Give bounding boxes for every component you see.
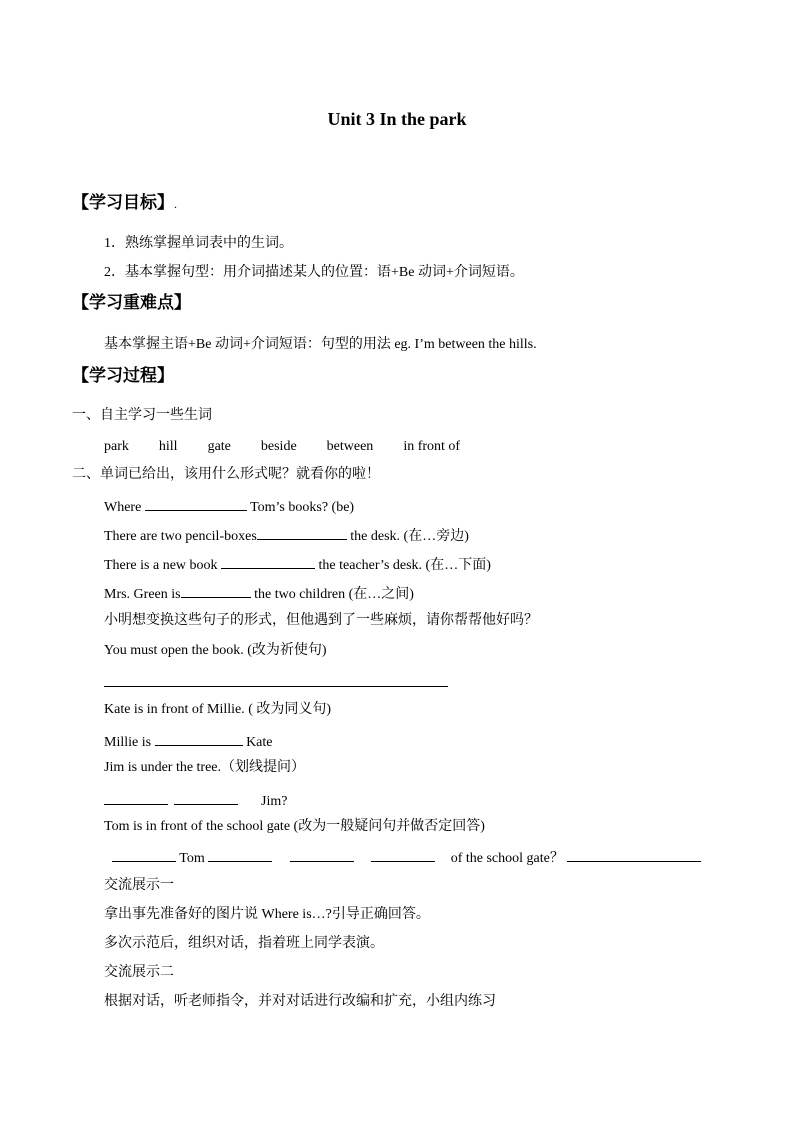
transform-intro: 小明想变换这些句子的形式，但他遇到了一些麻烦，请你帮帮他好吗？ bbox=[104, 613, 538, 628]
transform-3-answer-end: Jim? bbox=[261, 794, 288, 809]
question-3-start: There is a new book bbox=[104, 558, 218, 573]
word-item: in front of bbox=[403, 439, 461, 454]
answer-blank[interactable] bbox=[290, 847, 354, 862]
page-title: Unit 3 In the park bbox=[327, 109, 467, 129]
transform-2-answer-end: Kate bbox=[246, 735, 273, 750]
question-1-start: Where bbox=[104, 500, 142, 515]
transform-1: You must open the book. (改为祈使句) bbox=[104, 643, 327, 658]
word-item: gate bbox=[207, 439, 231, 454]
answer-blank[interactable] bbox=[181, 583, 251, 598]
transform-3: Jim is under the tree.（划线提问） bbox=[104, 760, 306, 775]
section1-heading: 一、自主学习一些生词 bbox=[72, 408, 212, 423]
process-heading: 【学习过程】 bbox=[72, 366, 174, 385]
transform-4-gate: of the school gate？ bbox=[450, 851, 564, 866]
answer-blank[interactable] bbox=[371, 847, 435, 862]
answer-blank[interactable] bbox=[221, 554, 315, 569]
question-2 bbox=[104, 525, 469, 546]
transform-4-tom: Tom bbox=[179, 851, 205, 866]
transform-2-answer-start: Millie is bbox=[104, 735, 152, 750]
answer-blank[interactable] bbox=[104, 790, 168, 805]
exchange-1-line-1: 拿出事先准备好的图片说 Where is…?引导正确回答。 bbox=[104, 907, 430, 922]
answer-blank[interactable] bbox=[145, 496, 247, 511]
objective-item-2: 2．基本掌握句型：用介词描述某人的位置：语+Be 动词+介词短语。 bbox=[104, 265, 524, 280]
key-points-text: 基本掌握主语+Be 动词+介词短语：句型的用法 eg. I’m between the hills. bbox=[104, 337, 537, 352]
question-2-end: the desk. (在…旁边) bbox=[346, 529, 469, 544]
exchange-1-heading: 交流展示一 bbox=[104, 878, 174, 893]
question-4 bbox=[104, 583, 414, 604]
objectives-heading-text: 【学习目标】 bbox=[72, 193, 174, 212]
transform-2-answer bbox=[104, 731, 273, 752]
word-item: park bbox=[104, 439, 129, 454]
answer-blank[interactable] bbox=[257, 525, 347, 540]
question-2-start: There are two pencil-boxes bbox=[104, 529, 257, 544]
answer-blank[interactable] bbox=[174, 790, 238, 805]
word-item: hill bbox=[158, 439, 178, 454]
question-3-end: the teacher’s desk. (在…下面) bbox=[318, 558, 491, 573]
transform-1-answer-line[interactable] bbox=[104, 672, 448, 693]
question-4-start: Mrs. Green is bbox=[104, 587, 181, 602]
objectives-heading bbox=[72, 192, 177, 215]
answer-blank[interactable] bbox=[104, 672, 448, 687]
objective-item-1: 1．熟练掌握单词表中的生词。 bbox=[104, 236, 293, 251]
exchange-1-line-2: 多次示范后，组织对话，指着班上同学表演。 bbox=[104, 936, 384, 951]
answer-blank[interactable] bbox=[208, 847, 272, 862]
answer-blank[interactable] bbox=[567, 847, 701, 862]
answer-blank[interactable] bbox=[155, 731, 243, 746]
vocabulary-word-list bbox=[104, 438, 460, 456]
transform-3-answer bbox=[104, 790, 287, 811]
exchange-2-line-1: 根据对话，听老师指令，并对对话进行改编和扩充，小组内练习 bbox=[104, 994, 496, 1009]
transform-2: Kate is in front of Millie. ( 改为同义句) bbox=[104, 702, 332, 717]
transform-4: Tom is in front of the school gate (改为一般疑问句并做否定回答) bbox=[104, 819, 485, 834]
answer-blank[interactable] bbox=[112, 847, 176, 862]
word-item: beside bbox=[260, 439, 297, 454]
objectives-heading-dot: . bbox=[174, 197, 177, 211]
section2-heading: 二、单词已给出，该用什么形式呢？就看你的啦！ bbox=[72, 467, 380, 482]
question-1-end: Tom’s books? (be) bbox=[250, 500, 355, 515]
question-1 bbox=[104, 496, 354, 517]
transform-4-answer bbox=[112, 847, 701, 868]
question-3 bbox=[104, 554, 491, 575]
question-4-end: the two children (在…之间) bbox=[254, 587, 414, 602]
word-item: between bbox=[326, 439, 374, 454]
key-points-heading: 【学习重难点】 bbox=[72, 293, 191, 312]
exchange-2-heading: 交流展示二 bbox=[104, 965, 174, 980]
